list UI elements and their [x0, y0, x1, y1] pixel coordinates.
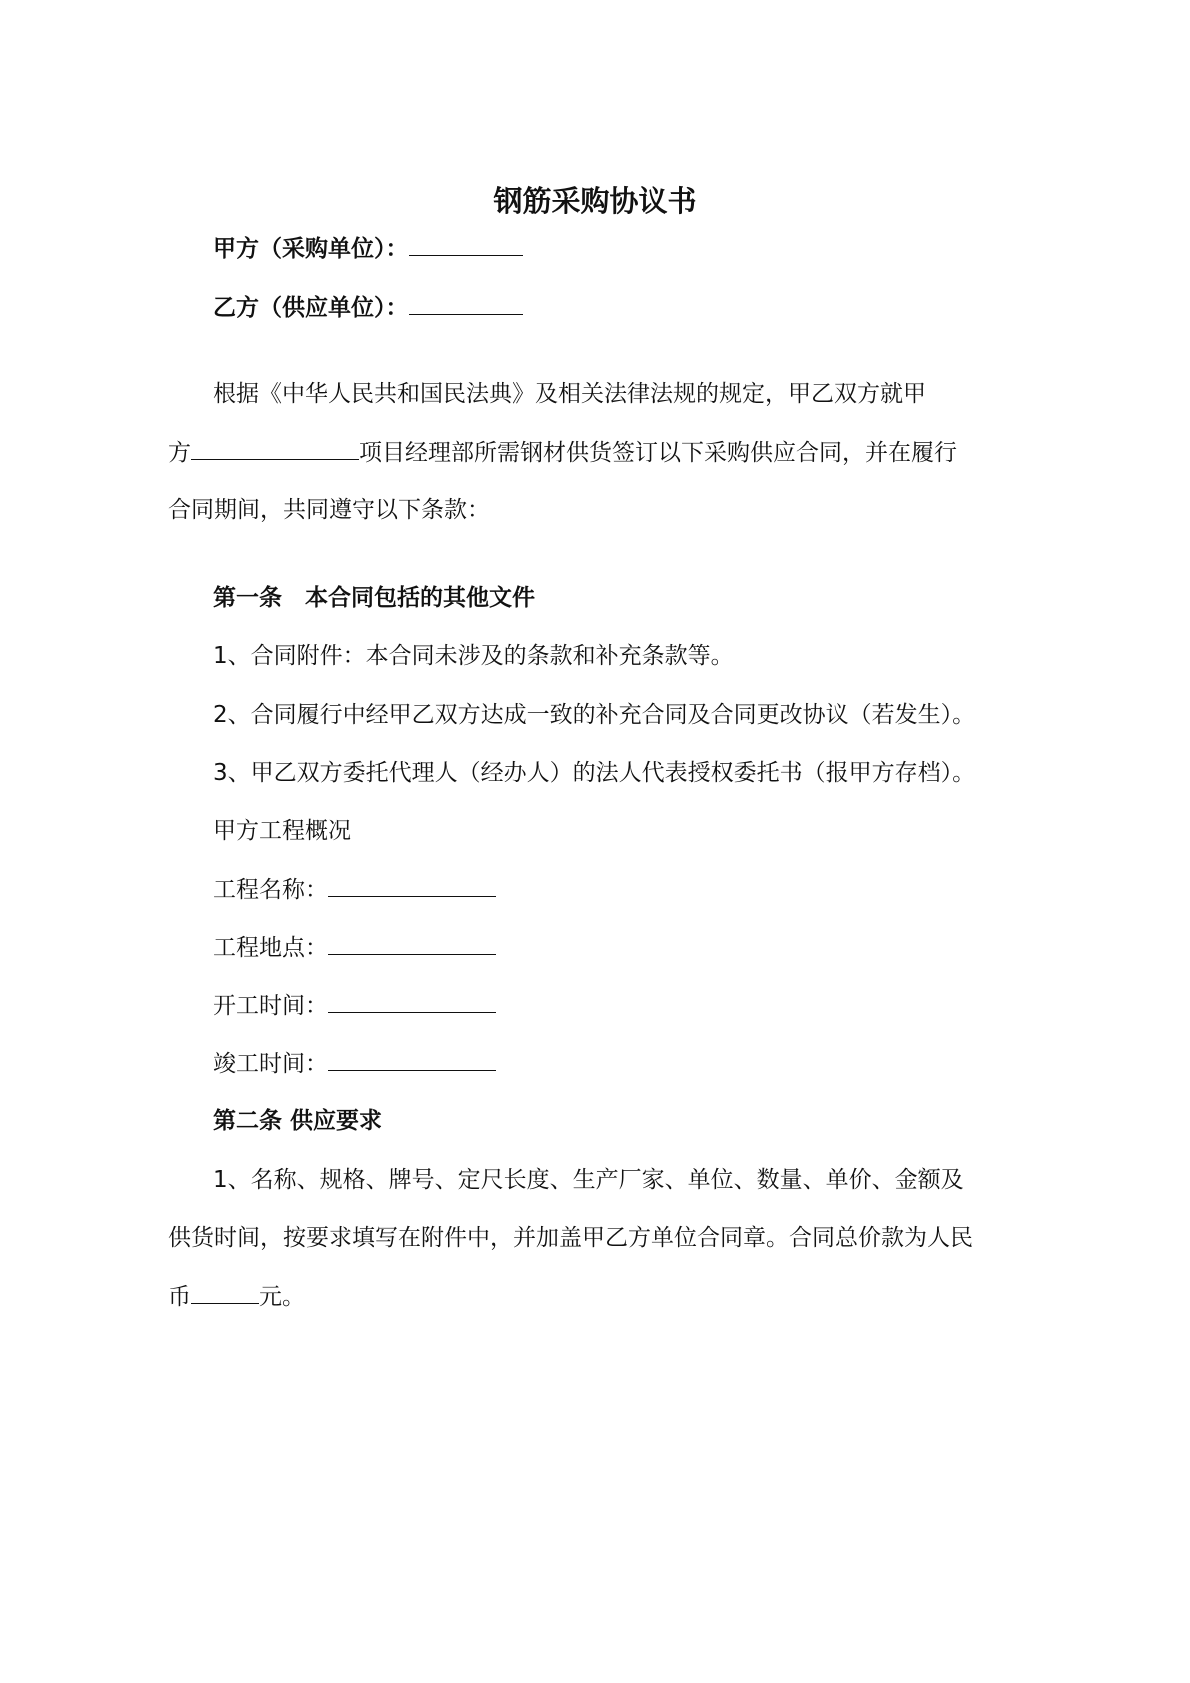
- preamble-text-1: 根据《中华人民共和国民法典》及相关法律法规的规定，甲乙双方就甲: [213, 381, 926, 407]
- article-1-item-3: 3、甲乙双方委托代理人（经办人）的法人代表授权委托书（报甲方存档）。: [213, 760, 976, 786]
- total-amount-blank[interactable]: [191, 1281, 259, 1304]
- preamble-line-3: 合同期间，共同遵守以下条款：: [168, 497, 490, 523]
- article-1-heading: 第一条 本合同包括的其他文件: [213, 585, 535, 611]
- completion-time-label: 竣工时间：: [213, 1051, 328, 1077]
- project-name-blank[interactable]: [328, 874, 496, 897]
- project-name-row: [213, 874, 496, 905]
- preamble-line2-suffix: 项目经理部所需钢材供货签订以下采购供应合同，并在履行: [359, 440, 957, 466]
- party-b-label: 乙方（供应单位）：: [213, 295, 409, 321]
- project-location-row: [213, 932, 496, 963]
- start-time-label: 开工时间：: [213, 993, 328, 1019]
- completion-time-row: [213, 1048, 496, 1079]
- party-b-line: [213, 292, 523, 323]
- preamble-line-1: [213, 379, 941, 409]
- preamble-line2-prefix: 方: [168, 440, 191, 466]
- party-a-line: [213, 233, 523, 264]
- party-a-label: 甲方（采购单位）：: [213, 236, 409, 262]
- project-location-blank[interactable]: [328, 932, 496, 955]
- party-a-blank[interactable]: [409, 233, 523, 256]
- article-1-item-2: 2、合同履行中经甲乙双方达成一致的补充合同及合同更改协议（若发生）。: [213, 702, 976, 728]
- start-time-blank[interactable]: [328, 990, 496, 1013]
- currency-suffix: 元。: [259, 1284, 305, 1310]
- preamble-line-2: [168, 437, 957, 468]
- article-2-item-1-line-2: 供货时间，按要求填写在附件中，并加盖甲乙方单位合同章。合同总价款为人民: [168, 1225, 973, 1251]
- article-2-item-1-line-3: [168, 1281, 305, 1312]
- article-2-item-1-line-1: 1、名称、规格、牌号、定尺长度、生产厂家、单位、数量、单价、金额及: [213, 1167, 964, 1193]
- party-b-blank[interactable]: [409, 292, 523, 315]
- completion-time-blank[interactable]: [328, 1048, 496, 1071]
- project-location-label: 工程地点：: [213, 935, 328, 961]
- document-title: 钢筋采购协议书: [493, 184, 697, 218]
- currency-prefix: 币: [168, 1284, 191, 1310]
- project-blank[interactable]: [191, 437, 359, 460]
- start-time-row: [213, 990, 496, 1021]
- article-2-heading: 第二条 供应要求: [213, 1108, 383, 1134]
- article-1-item-1: 1、合同附件：本合同未涉及的条款和补充条款等。: [213, 643, 734, 669]
- project-name-label: 工程名称：: [213, 877, 328, 903]
- project-overview-label: 甲方工程概况: [213, 818, 351, 844]
